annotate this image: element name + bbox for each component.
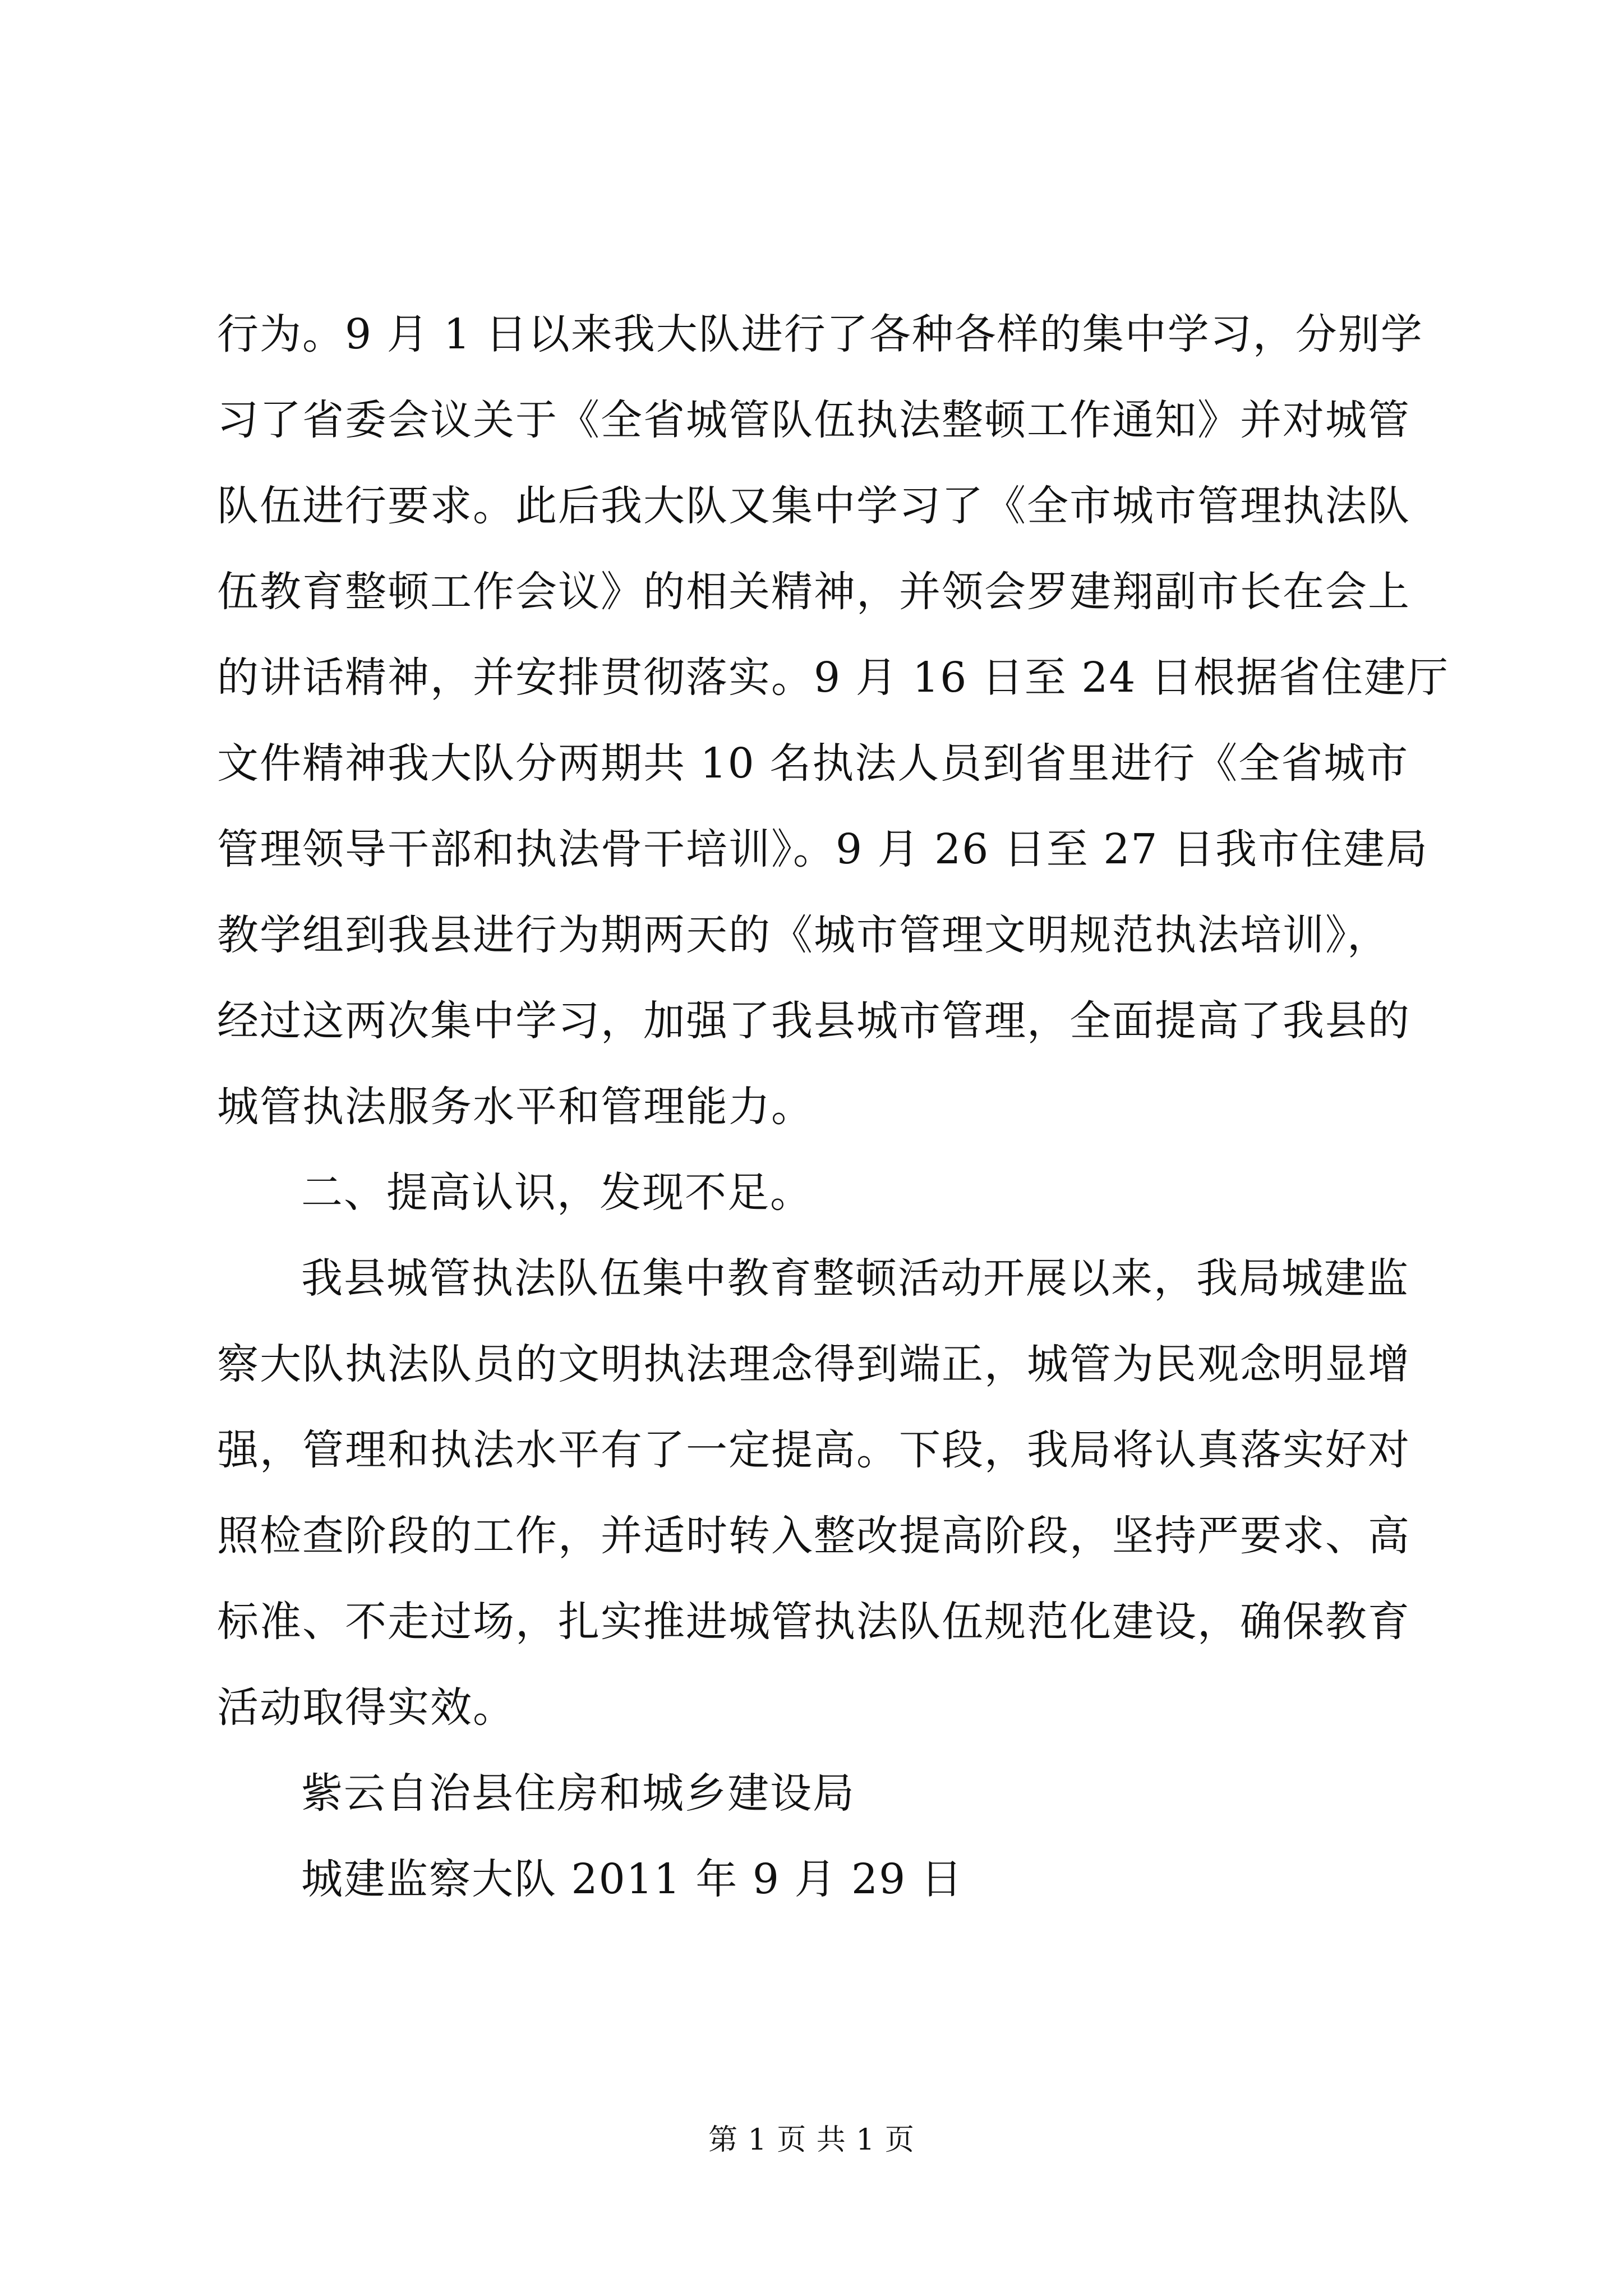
- page-number-label: 第 1 页 共 1 页: [708, 2123, 915, 2157]
- signature-organization: 紫云自治县住房和城乡建设局: [301, 1769, 855, 1818]
- body-line: 经过这两次集中学习，加强了我县城市管理，全面提高了我县的: [217, 997, 1410, 1045]
- body-line: 伍教育整顿工作会议》的相关精神，并领会罗建翔副市长在会上: [217, 568, 1410, 616]
- body-line: 教学组到我县进行为期两天的《城市管理文明规范执法培训》，: [217, 911, 1390, 959]
- body-line: 管理领导干部和执法骨干培训》。9 月 26 日至 27 日我市住建局: [217, 825, 1429, 873]
- body-line: 标准、不走过场，扎实推进城管执法队伍规范化建设，确保教育: [217, 1598, 1410, 1646]
- body-line: 队伍进行要求。此后我大队又集中学习了《全市城市管理执法队: [217, 482, 1410, 530]
- body-line: 照检查阶段的工作，并适时转入整改提高阶段，坚持严要求、高: [217, 1512, 1410, 1560]
- body-line: 活动取得实效。: [217, 1683, 515, 1732]
- body-line: 我县城管执法队伍集中教育整顿活动开展以来，我局城建监: [301, 1254, 1409, 1303]
- body-line: 察大队执法队员的文明执法理念得到端正，城管为民观念明显增: [217, 1340, 1410, 1388]
- body-line: 习了省委会议关于《全省城管队伍执法整顿工作通知》并对城管: [217, 396, 1410, 444]
- body-line: 的讲话精神，并安排贯彻落实。9 月 16 日至 24 日根据省住建厅: [217, 654, 1450, 702]
- section-heading: 二、提高认识，发现不足。: [301, 1168, 813, 1217]
- page-footer: [0, 2120, 1623, 2160]
- document-body: [217, 292, 1450, 1922]
- body-line: 城管执法服务水平和管理能力。: [217, 1083, 814, 1131]
- body-line: 行为。9 月 1 日以来我大队进行了各种各样的集中学习，分别学: [217, 310, 1423, 358]
- signature-date: 城建监察大队 2011 年 9 月 29 日: [301, 1855, 963, 1903]
- body-line: 文件精神我大队分两期共 10 名执法人员到省里进行《全省城市: [217, 739, 1409, 788]
- body-line: 强，管理和执法水平有了一定提高。下段，我局将认真落实好对: [217, 1426, 1410, 1474]
